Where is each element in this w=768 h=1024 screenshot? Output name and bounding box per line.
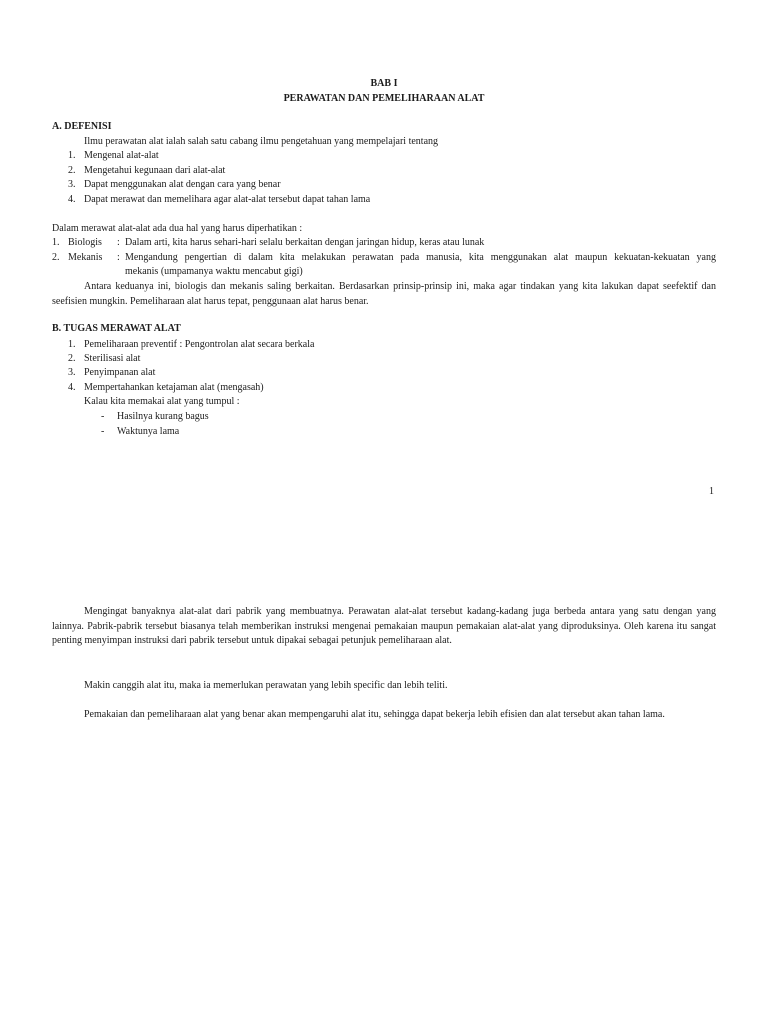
- list-item: Mengetahui kegunaan dari alat-alat: [84, 165, 226, 176]
- definition-separator: :: [117, 237, 120, 248]
- list-item-number: 4.: [68, 194, 76, 205]
- bullet-item: Waktunya lama: [117, 426, 180, 437]
- list-item: Mengenal alat-alat: [84, 150, 159, 161]
- list-item-number: 2.: [68, 353, 76, 364]
- blunt-tool-intro: Kalau kita memakai alat yang tumpul :: [84, 396, 240, 407]
- list-item-number: 3.: [68, 179, 76, 190]
- bullet: -: [101, 426, 105, 437]
- definition-term: Mekanis: [68, 252, 103, 263]
- list-item: Pemeliharaan preventif : Pengontrolan alat secara berkala: [84, 339, 315, 350]
- definition-number: 1.: [52, 237, 60, 248]
- section-a-intro: Ilmu perawatan alat ialah salah satu cabang ilmu pengetahuan yang mempelajari tentang: [84, 136, 439, 147]
- list-item: Sterilisasi alat: [84, 353, 141, 364]
- bullet: -: [101, 411, 105, 422]
- list-item-number: 1.: [68, 339, 76, 350]
- definition-term: Biologis: [68, 237, 102, 248]
- section-a-heading: A. DEFENISI: [52, 121, 112, 132]
- two-things-intro: Dalam merawat alat-alat ada dua hal yang harus diperhatikan :: [52, 223, 303, 234]
- page2-paragraph: Pemakaian dan pemeliharaan alat yang benar akan mempengaruhi alat itu, sehingga dapat bekerja lebih efisien dan alat tersebut akan tahan lama.: [84, 709, 665, 720]
- definition-text: Mengandung pengertian di dalam kita melakukan perawatan pada manusia, kita menggunakan alat maupun kekuatan-kekuatan yang: [125, 252, 716, 263]
- page2-paragraph: Mengingat banyaknya alat-alat dari pabrik yang membuatnya. Perawatan alat-alat tersebut kadang-kadang juga berbeda antara yang satu dengan yang lainnya. Pabrik-pabrik tersebut biasanya telah memberikan instruksi mengenai pemakaian maupun pemakaian alat-alat yang diproduksinya. Oleh karena itu sangat penting menyimpan instruksi dari pabrik tersebut untuk dipakai sebagai petunjuk pemeliharaan alat.: [52, 606, 716, 647]
- list-item-number: 2.: [68, 165, 76, 176]
- list-item-number: 3.: [68, 367, 76, 378]
- definition-text-continued: mekanis (umpamanya waktu mencabut gigi): [125, 266, 303, 277]
- list-item: Mempertahankan ketajaman alat (mengasah): [84, 382, 264, 393]
- definition-separator: :: [117, 252, 120, 263]
- list-item: Dapat menggunakan alat dengan cara yang benar: [84, 179, 281, 190]
- page-number: 1: [709, 486, 714, 497]
- bullet-item: Hasilnya kurang bagus: [117, 411, 209, 422]
- page2-paragraph: Makin canggih alat itu, maka ia memerlukan perawatan yang lebih specific dan lebih teliti.: [84, 680, 448, 691]
- section-b-heading: B. TUGAS MERAWAT ALAT: [52, 323, 181, 334]
- list-item-number: 4.: [68, 382, 76, 393]
- list-item-number: 1.: [68, 150, 76, 161]
- definition-number: 2.: [52, 252, 60, 263]
- section-a-paragraph: Antara keduanya ini, biologis dan mekanis saling berkaitan. Berdasarkan prinsip-prinsip ini, maka agar tindakan yang kita lakukan dapat seefektif dan seefisien mungkin. Pemeliharaan alat harus tepat, penggunaan alat harus benar.: [52, 281, 716, 307]
- chapter-title: PERAWATAN DAN PEMELIHARAAN ALAT: [283, 93, 485, 104]
- chapter-number: BAB I: [370, 78, 398, 89]
- list-item: Dapat merawat dan memelihara agar alat-alat tersebut dapat tahan lama: [84, 194, 371, 205]
- definition-text: Dalam arti, kita harus sehari-hari selalu berkaitan dengan jaringan hidup, keras atau lunak: [125, 237, 485, 248]
- list-item: Penyimpanan alat: [84, 367, 156, 378]
